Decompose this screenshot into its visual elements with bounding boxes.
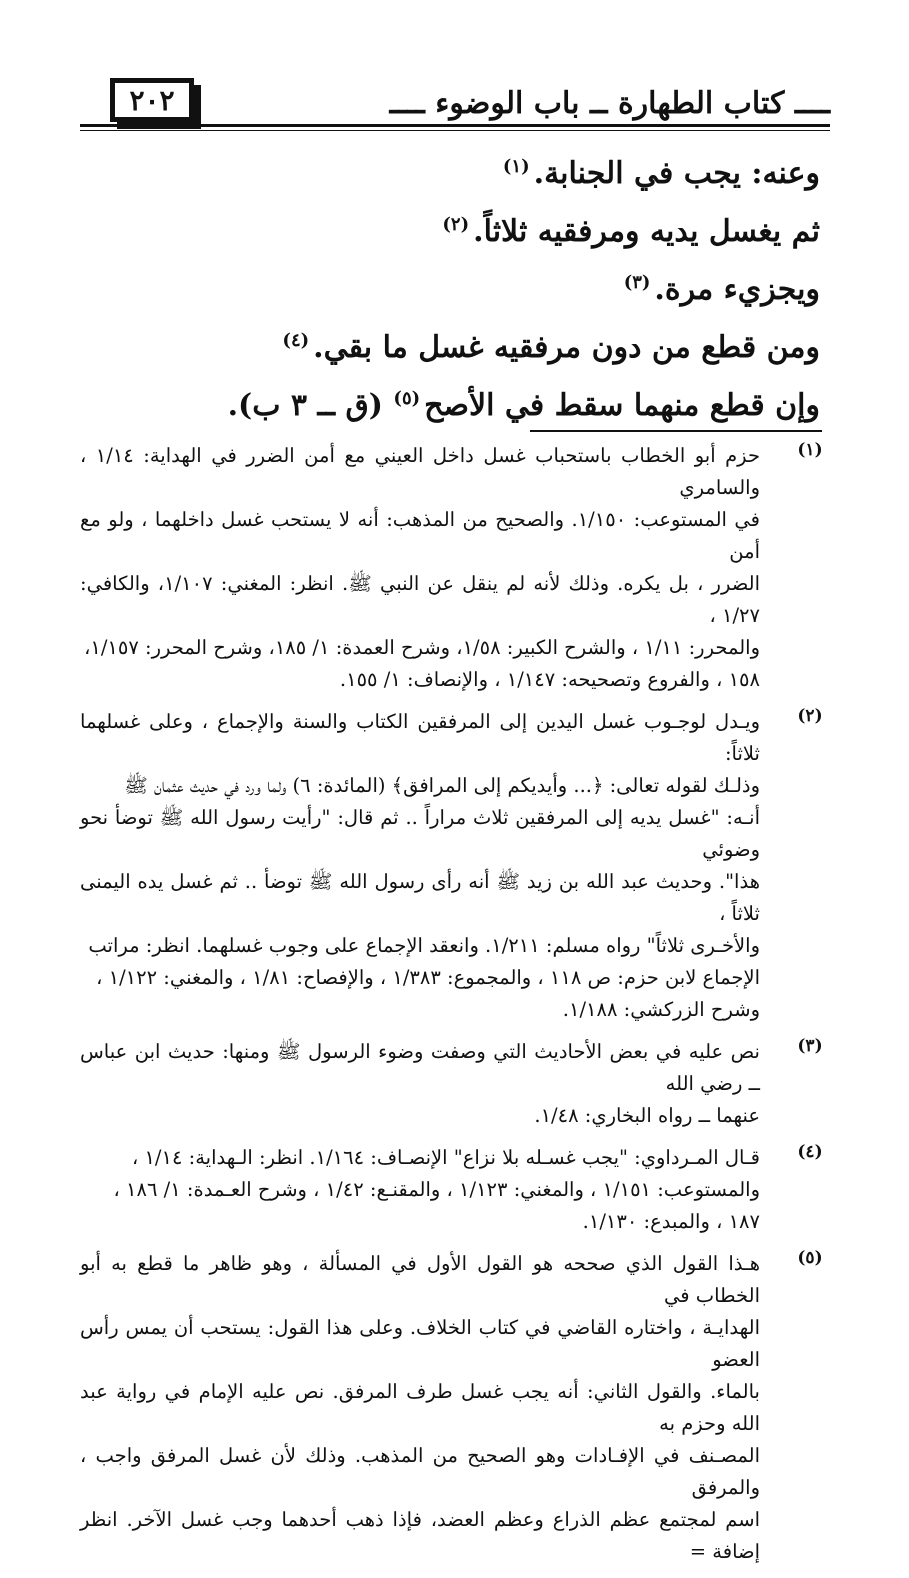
footnote-text [80, 440, 760, 696]
footnote-separator [530, 430, 822, 432]
footnote-number: (٤) [797, 1142, 823, 1162]
footnote-line: الهدايـة ، واختاره القاضي في كتاب الخلاف. وعلى هذا القول: يستحب أن يمس رأس العضو [80, 1316, 760, 1371]
footnote [80, 440, 830, 696]
footnote-line: حزم أبو الخطاب باستحباب غسل داخل العيني مع أمن الضرر في الهداية: ١/١٤ ، والسامري [80, 444, 760, 499]
footnote-line: هذا". وحديث عبد الله بن زيد ﷺ أنه رأى رسول الله ﷺ توضأ .. ثم غسل يده اليمنى ثلاثاً ، [80, 870, 760, 925]
footnote-line: ١٥٨ ، والفروع وتصحيحه: ١/١٤٧ ، والإنصاف: ١/ ١٥٥. [339, 668, 760, 691]
footnote [80, 706, 830, 1026]
page-number: ٢٠٢ [110, 78, 194, 122]
footnote-text [80, 1142, 760, 1238]
footnote-line: ١٨٧ ، والمبدع: ١/١٣٠. [582, 1210, 760, 1233]
footnote-line: في المستوعب: ١/١٥٠. والصحيح من المذهب: أنه لا يستحب غسل داخلهما ، ولو مع أمن [80, 508, 760, 563]
footnote-line: بالماء. والقول الثاني: أنه يجب غسل طرف المرفق. نص عليه الإمام في رواية عبد الله وحزم به [80, 1380, 760, 1435]
main-line [100, 254, 820, 312]
footnote [80, 1248, 830, 1568]
footnote-line: هـذا القول الذي صححه هو القول الأول في المسألة ، وهو ظاهر ما قطع به أبو الخطاب في [80, 1252, 760, 1307]
footnote-text [80, 706, 760, 1026]
footnote-line: المصـنف في الإفـادات وهو الصحيح من المذهب. وذلك لأن غسل المرفق واجب ، والمرفق [80, 1444, 760, 1499]
footnote-line: أنـه: "غسل يديه إلى المرفقين ثلاث مراراً .. ثم قال: "رأيت رسول الله ﷺ توضأ نحو وضوئي [80, 806, 760, 861]
footnote-line: والأخـرى ثلاثاً" رواه مسلم: ١/٢١١. وانعقد الإجماع على وجوب غسلهما. انظر: مراتب [88, 934, 760, 957]
footnote-line: وذلـك لقوله تعالى: ﴿... وأيديكم إلى المرافق﴾ (المائدة: ٦) ولما ورد في حديث عثمان ﷺ [124, 774, 760, 797]
footnote-line: عنهما ــ رواه البخاري: ١/٤٨. [534, 1104, 760, 1127]
footnote [80, 1036, 830, 1132]
main-line-text: وإن قطع منهما سقط في الأصح [424, 388, 820, 423]
manuscript-folio-ref: (ق ــ ٣ ب). [227, 388, 383, 423]
footnotes [80, 440, 830, 1578]
header-rule-thin [80, 130, 830, 131]
footnote-line: ويـدل لوجـوب غسل اليدين إلى المرفقين الكتاب والسنة والإجماع ، وعلى غسلهما ثلاثاً: [80, 710, 760, 765]
footnote-text [80, 1248, 760, 1568]
footnote-line: وشرح الزركشي: ١/١٨٨. [562, 998, 760, 1021]
footnote-ref: (٤) [282, 330, 310, 351]
header-rule [80, 124, 830, 127]
footnote-line: الإجماع لابن حزم: ص ١١٨ ، والمجموع: ١/٣٨٣ ، والإفصاح: ١/٨١ ، والمغني: ١/١٢٢ ، [96, 966, 760, 989]
footnote-number: (٥) [797, 1248, 823, 1268]
main-text [100, 138, 820, 428]
main-line-text: ثم يغسل يديه ومرفقيه ثلاثاً. [473, 214, 820, 249]
footnote-line: نص عليه في بعض الأحاديث التي وصفت وضوء الرسول ﷺ ومنها: حديث ابن عباس ــ رضي الله [80, 1040, 760, 1095]
footnote-line: والمحرر: ١/١١ ، والشرح الكبير: ١/٥٨، وشرح العمدة: ١/ ١٨٥، وشرح المحرر: ١/١٥٧، [84, 636, 760, 659]
main-line [100, 312, 820, 370]
page-header [80, 72, 830, 132]
main-line [100, 196, 820, 254]
main-line [100, 370, 820, 428]
footnote-line: والمستوعب: ١/١٥١ ، والمغني: ١/١٢٣ ، والمقنـع: ١/٤٢ ، وشرح العـمدة: ١/ ١٨٦ ، [113, 1178, 760, 1201]
footnote-line: قـال المـرداوي: "يجب غسـله بلا نزاع" الإنصـاف: ١/١٦٤. انظر: الـهداية: ١/١٤ ، [131, 1146, 760, 1169]
running-title: ــــ كتاب الطهارة ــ باب الوضوء ــــ [389, 86, 830, 121]
main-line-text: ويجزيء مرة. [654, 272, 820, 307]
footnote-number: (١) [797, 440, 823, 460]
footnote-ref: (١) [502, 156, 530, 177]
main-line [100, 138, 820, 196]
footnote-number: (٣) [797, 1036, 823, 1056]
footnote-line: اسم لمجتمع عظم الذراع وعظم العضد، فإذا ذهب أحدهما وجب غسل الآخر. انظر إضافة = [80, 1508, 760, 1563]
footnote-ref: (٥) [393, 388, 421, 409]
footnote-number: (٢) [797, 706, 823, 726]
footnote-text [80, 1036, 760, 1132]
main-line-text: وعنه: يجب في الجنابة. [533, 156, 820, 191]
footnote [80, 1142, 830, 1238]
main-line-text: ومن قطع من دون مرفقيه غسل ما بقي. [313, 330, 820, 365]
footnote-ref: (٣) [623, 272, 651, 293]
footnote-ref: (٢) [442, 214, 470, 235]
footnote-line: الضرر ، بل يكره. وذلك لأنه لم ينقل عن النبي ﷺ. انظر: المغني: ١/١٠٧، والكافي: ١/٢٧ ، [80, 572, 761, 627]
